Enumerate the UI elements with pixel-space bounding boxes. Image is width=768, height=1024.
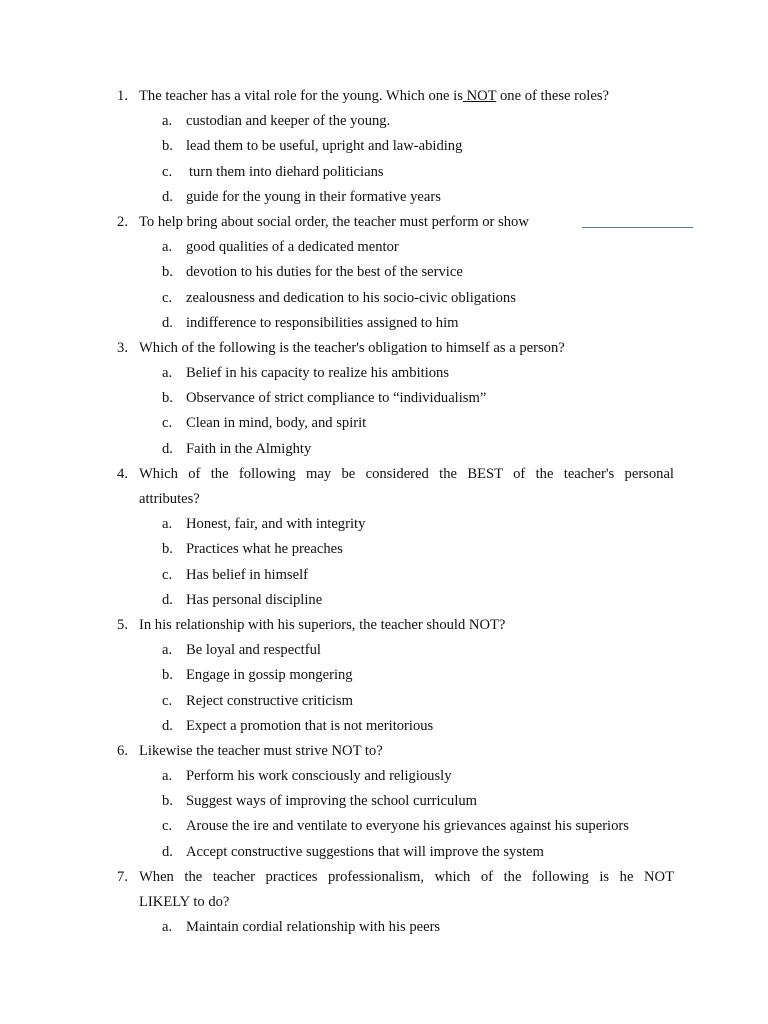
option <box>0 714 768 739</box>
question-number: 2. <box>117 213 128 230</box>
question-3 <box>0 336 768 361</box>
option-label: c. <box>162 163 173 180</box>
option <box>0 386 768 411</box>
option-text: Perform his work consciously and religiously <box>186 768 452 785</box>
question-number: 5. <box>117 616 128 633</box>
option-text: lead them to be useful, upright and law-abiding <box>186 138 463 155</box>
option <box>0 915 768 940</box>
option-text: Maintain cordial relationship with his peers <box>186 919 441 936</box>
option-text: Has belief in himself <box>186 566 308 583</box>
option-text: zealousness and dedication to his socio-civic obligations <box>186 289 516 306</box>
option-label: a. <box>162 239 173 256</box>
question-text <box>139 84 609 109</box>
option-text: Engage in gossip mongering <box>186 667 353 684</box>
option-label: c. <box>162 566 173 583</box>
option-text: guide for the young in their formative years <box>186 188 441 205</box>
option-label: b. <box>162 264 173 281</box>
question-number: 6. <box>117 742 128 759</box>
option <box>0 814 768 839</box>
option-label: b. <box>162 793 173 810</box>
option-label: b. <box>162 390 173 407</box>
question-number: 1. <box>117 88 128 104</box>
option-label: a. <box>162 919 173 936</box>
question-4 <box>0 462 768 487</box>
option-text: good qualities of a dedicated mentor <box>186 239 399 256</box>
option-label: d. <box>162 188 173 205</box>
question-text-before: The teacher has a vital role for the young. Which one is <box>139 88 463 104</box>
option-label: a. <box>162 113 173 130</box>
question-text-after: one of these roles? <box>499 88 609 104</box>
option-text: indifference to responsibilities assigned to him <box>186 314 459 331</box>
option-text: Suggest ways of improving the school curriculum <box>186 793 478 810</box>
option-text: custodian and keeper of the young. <box>186 113 391 130</box>
option-label: b. <box>162 541 173 558</box>
option-label: d. <box>162 314 173 331</box>
option-label: c. <box>162 415 173 432</box>
option <box>0 689 768 714</box>
option-label: c. <box>162 818 173 835</box>
option-label: a. <box>162 516 173 533</box>
option-label: a. <box>162 365 173 382</box>
question-number: 4. <box>117 465 128 482</box>
question-1 <box>0 84 768 109</box>
option-label: b. <box>162 138 173 155</box>
question-7-continuation <box>0 890 768 915</box>
option <box>0 663 768 688</box>
option <box>0 185 768 210</box>
option-label: b. <box>162 667 173 684</box>
option-label: d. <box>162 591 173 608</box>
question-text-continued: LIKELY to do? <box>139 894 230 910</box>
option-text: Practices what he preaches <box>186 541 343 558</box>
document-page <box>0 84 768 940</box>
option-text: Be loyal and respectful <box>186 642 321 659</box>
answer-blank-line <box>582 227 693 228</box>
option <box>0 411 768 436</box>
option <box>0 764 768 789</box>
option-text: Belief in his capacity to realize his ambitions <box>186 365 450 382</box>
option-label: c. <box>162 692 173 709</box>
option <box>0 235 768 260</box>
option <box>0 286 768 311</box>
question-text-continued: attributes? <box>139 491 200 507</box>
option-label: a. <box>162 768 173 785</box>
option-label: a. <box>162 642 173 659</box>
option <box>0 160 768 185</box>
emphasis-not: NOT <box>466 88 497 104</box>
option <box>0 588 768 613</box>
option <box>0 260 768 285</box>
option <box>0 512 768 537</box>
option-text: Honest, fair, and with integrity <box>186 516 366 533</box>
option <box>0 311 768 336</box>
option-text: turn them into diehard politicians <box>189 163 384 180</box>
option-label: c. <box>162 289 173 306</box>
question-text: Likewise the teacher must strive NOT to? <box>139 742 383 759</box>
option-text: Expect a promotion that is not meritorious <box>186 717 434 734</box>
question-text: Which of the following may be considered the BEST of the teacher's personal <box>139 465 674 482</box>
option-text: Observance of strict compliance to “individualism” <box>186 390 487 407</box>
option <box>0 789 768 814</box>
option-text: devotion to his duties for the best of the service <box>186 264 463 281</box>
option-text: Clean in mind, body, and spirit <box>186 415 367 432</box>
option <box>0 134 768 159</box>
option-text: Reject constructive criticism <box>186 692 353 709</box>
question-6 <box>0 739 768 764</box>
option-text: Arouse the ire and ventilate to everyone his grievances against his superiors <box>186 818 629 835</box>
option <box>0 563 768 588</box>
option <box>0 109 768 134</box>
option-label: d. <box>162 717 173 734</box>
option-text: Has personal discipline <box>186 591 323 608</box>
question-text: Which of the following is the teacher's obligation to himself as a person? <box>139 339 565 356</box>
question-text: In his relationship with his superiors, the teacher should NOT? <box>139 616 506 633</box>
question-text: When the teacher practices professionalism, which of the following is he NOT <box>139 868 674 885</box>
question-5 <box>0 613 768 638</box>
option <box>0 537 768 562</box>
option-text: Accept constructive suggestions that will improve the system <box>186 843 544 860</box>
option <box>0 437 768 462</box>
option-label: d. <box>162 843 173 860</box>
question-7 <box>0 865 768 890</box>
question-number: 3. <box>117 339 128 356</box>
option <box>0 638 768 663</box>
option <box>0 361 768 386</box>
question-2 <box>0 210 768 235</box>
question-text: To help bring about social order, the teacher must perform or show <box>139 213 529 230</box>
option-label: d. <box>162 440 173 457</box>
option-text: Faith in the Almighty <box>186 440 312 457</box>
option <box>0 840 768 865</box>
question-number: 7. <box>117 868 128 885</box>
question-4-continuation <box>0 487 768 512</box>
